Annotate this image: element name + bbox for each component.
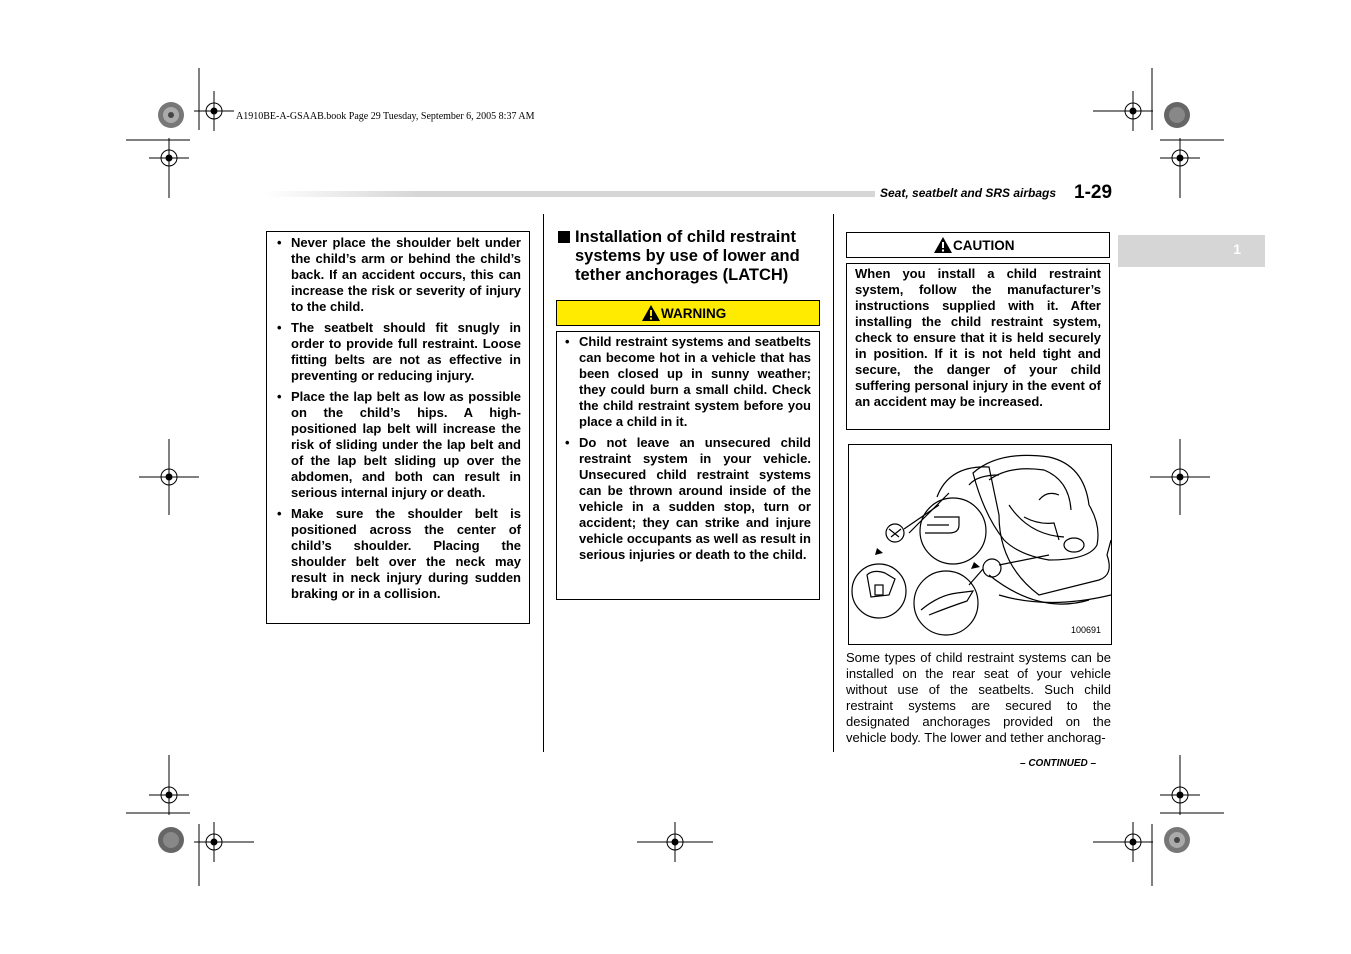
caution-box (846, 263, 1110, 430)
caution-text: When you install a child restraint system, follow the manufacturer’s instructions supplied with it. After installing the child restraint system, check to ensure that it is held securely in position. If it is not held tight and secure, the danger of your child suffering personal injury in the event of an accident may be increased. (855, 266, 1101, 409)
heading-square-icon (558, 231, 570, 243)
warning-bullet: • The seatbelt should fit snugly in order to provide full restraint. Loose fitting belts are not as effective in preventing or reducing injury. (277, 320, 521, 384)
caution-triangle-icon (933, 236, 953, 254)
warning-box (556, 331, 820, 600)
section-title: Seat, seatbelt and SRS airbags (880, 186, 1057, 200)
warning-bullet: • Place the lap belt as low as possible on the child’s hips. A high-positioned lap belt will increase the risk of sliding under the lap belt and of the lap belt sliding up over the abdomen, and both can result in serious internal injury or death. (277, 389, 521, 501)
warning-bullet-list (565, 334, 811, 563)
page-number: 1-29 (1074, 182, 1113, 203)
section-heading (558, 228, 820, 285)
warning-label: WARNING (661, 306, 727, 321)
header-bar (265, 191, 875, 197)
chapter-tab (1118, 235, 1265, 267)
warning-bullet: • Never place the shoulder belt under the child’s arm or behind the child’s back. If an accident occurs, this can increase the risk or severity of injury to the child. (277, 235, 521, 315)
figure-code: 100691 (1070, 625, 1101, 635)
caution-label: CAUTION (953, 238, 1015, 253)
continued-marker: – CONTINUED – (1020, 758, 1097, 769)
column-divider-1 (543, 214, 544, 752)
child-seat-illustration (848, 444, 1112, 645)
chapter-tab-number: 1 (1233, 241, 1241, 257)
body-paragraph: Some types of child restraint systems can be installed on the rear seat of your vehicle without use of the seatbelts. Such child restraint systems are secured to the designated anchorages provided on the vehicle body. The lower and tether anchorag- (846, 650, 1111, 745)
section-heading-text: Installation of child restraint systems by use of lower and tether anchorages (LATCH) (575, 228, 800, 284)
warning-triangle-icon (641, 304, 661, 322)
warning-bullet-list (277, 235, 521, 602)
child-restraint-seat-drawing (849, 445, 1111, 644)
warning-continuation-box (266, 231, 530, 624)
warning-bullet: • Make sure the shoulder belt is positioned across the center of child’s shoulder. Placing the shoulder belt over the neck may result in neck injury during sudden braking or in a collision. (277, 506, 521, 602)
warning-banner (556, 300, 820, 326)
column-divider-2 (833, 214, 834, 752)
book-file-info: A1910BE-A-GSAAB.book Page 29 Tuesday, September 6, 2005 8:37 AM (236, 111, 535, 122)
caution-banner (846, 232, 1110, 258)
warning-bullet: • Child restraint systems and seatbelts can become hot in a vehicle that has been closed up in sunny weather; they could burn a small child. Check the child restraint system before you place a child in it. (565, 334, 811, 430)
warning-bullet: • Do not leave an unsecured child restraint system in your vehicle. Unsecured child restraint systems can be thrown around inside of the vehicle in a sudden stop, turn or accident; they can strike and injure vehicle occupants as well as result in serious injuries or death to the child. (565, 435, 811, 563)
